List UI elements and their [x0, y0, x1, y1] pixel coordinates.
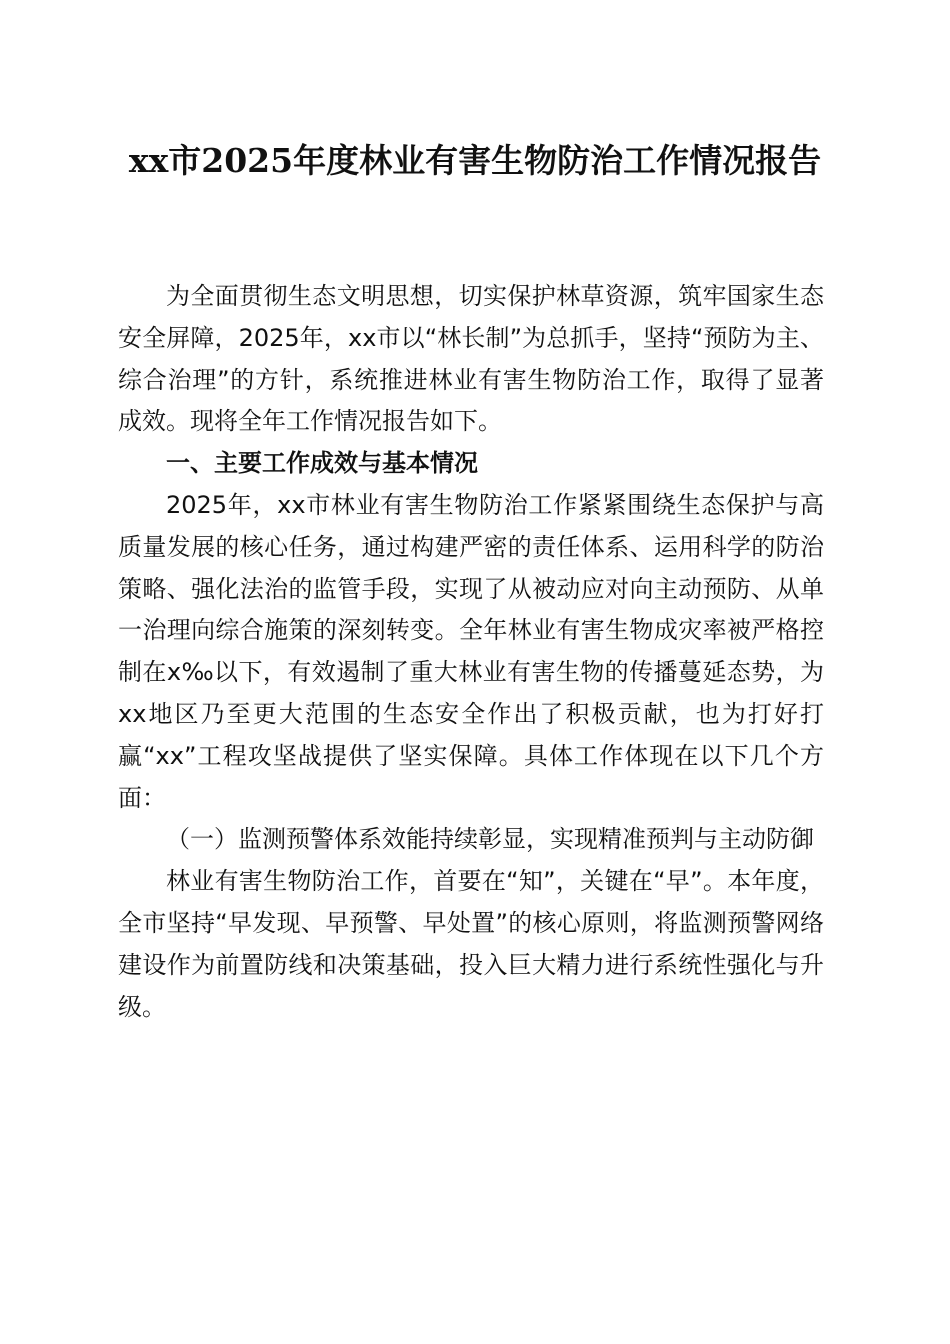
- document-title: xx市2025年度林业有害生物防治工作情况报告: [128, 141, 822, 180]
- section-1-paragraph: 2025年，xx市林业有害生物防治工作紧紧围绕生态保护与高质量发展的核心任务，通过构建严密的责任体系、运用科学的防治策略、强化法治的监管手段，实现了从被动应对向主动预防、从单一治理向综合施策的深刻转变。全年林业有害生物成灾率被严格控制在x‰以下，有效遏制了重大林业有害生物的传播蔓延态势，为xx地区乃至更大范围的生态安全作出了积极贡献，也为打好打赢“xx”工程攻坚战提供了坚实保障。具体工作体现在以下几个方面：: [118, 490, 824, 812]
- subsection-heading-1: （一）监测预警体系效能持续彰显，实现精准预判与主动防御: [166, 825, 814, 854]
- intro-paragraph: 为全面贯彻生态文明思想，切实保护林草资源，筑牢国家生态安全屏障，2025年，xx市以“林长制”为总抓手，坚持“预防为主、综合治理”的方针，系统推进林业有害生物防治工作，取得了显著成效。现将全年工作情况报告如下。: [118, 282, 824, 436]
- section-heading-1: 一、主要工作成效与基本情况: [166, 449, 478, 478]
- document-body: [118, 276, 824, 1028]
- subsection-1-paragraph: 林业有害生物防治工作，首要在“知”，关键在“早”。本年度，全市坚持“早发现、早预警、早处置”的核心原则，将监测预警网络建设作为前置防线和决策基础，投入巨大精力进行系统性强化与升级。: [118, 867, 824, 1021]
